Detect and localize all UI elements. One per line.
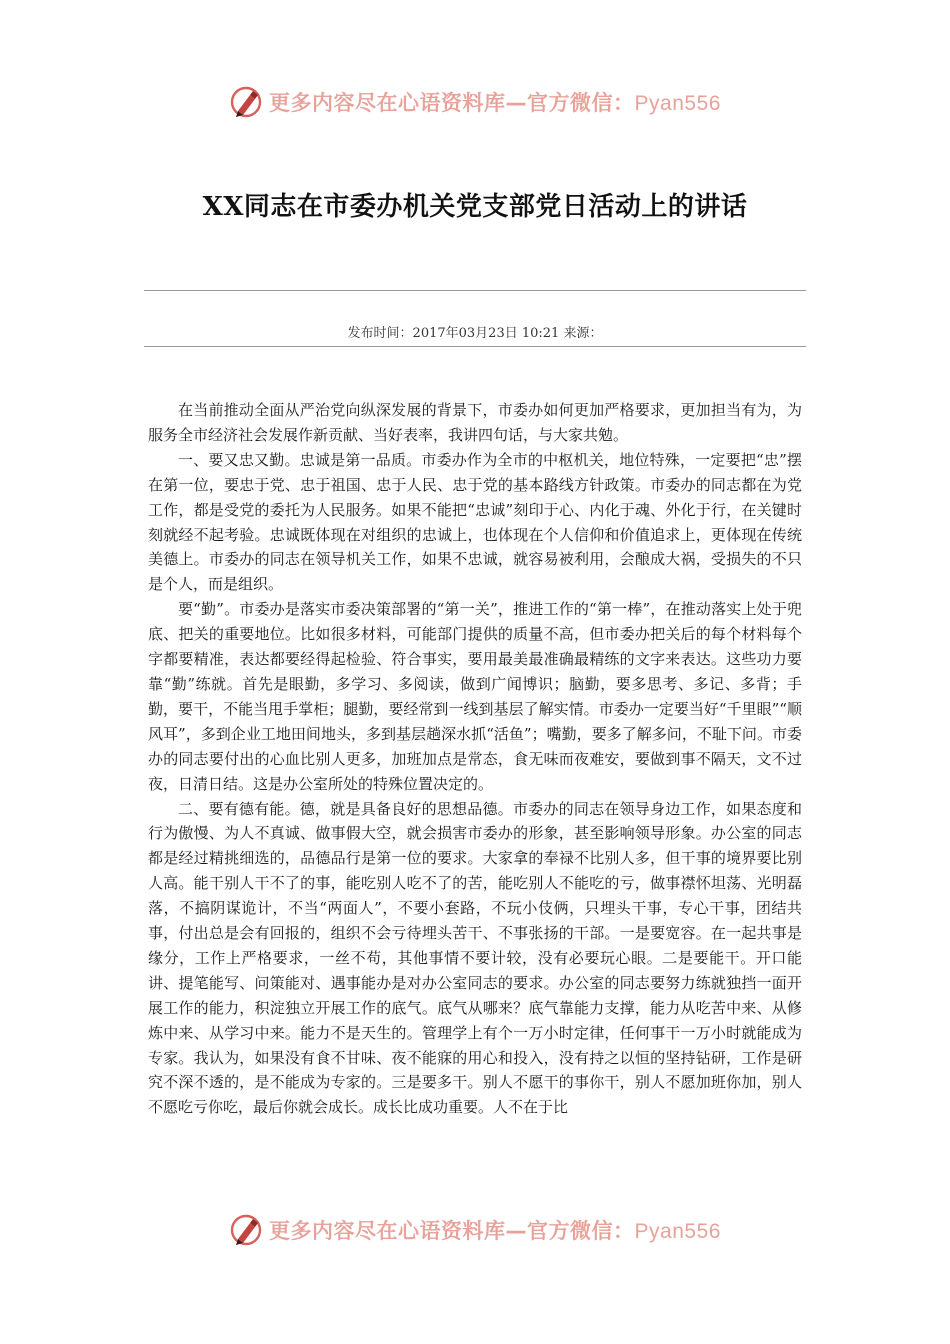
watermark-text bbox=[269, 87, 721, 117]
watermark-wechat-id: Pyan556 bbox=[634, 92, 721, 115]
article-title: XX同志在市委办机关党支部党日活动上的讲话 bbox=[202, 192, 748, 222]
divider-top bbox=[144, 290, 806, 291]
watermark-footer bbox=[0, 1208, 950, 1252]
watermark-group bbox=[229, 1212, 721, 1248]
watermark-text bbox=[269, 1215, 721, 1245]
paragraph-intro: 在当前推动全面从严治党向纵深发展的背景下，市委办如何更加严格要求，更加担当有为，为服务全市经济社会发展作新贡献、当好表率，我讲四句话，与大家共勉。 bbox=[148, 401, 802, 444]
pen-logo-icon bbox=[229, 1212, 265, 1248]
watermark-slogan: 更多内容尽在心语资料库—官方微信： bbox=[269, 91, 635, 115]
watermark-header bbox=[0, 80, 950, 124]
pen-logo-icon bbox=[229, 84, 265, 120]
watermark-wechat-id: Pyan556 bbox=[634, 1220, 721, 1243]
paragraph-virtue-ability: 二、要有德有能。德，就是具备良好的思想品德。市委办的同志在领导身边工作，如果态度和行为傲慢、为人不真诚、做事假大空，就会损害市委办的形象，甚至影响领导形象。办公室的同志都是经过精挑细选的，品德品行是第一位的要求。大家拿的奉禄不比别人多，但干事的境界要比别人高。能干别人干不了的事，能吃别人吃不了的苦，能吃别人不能吃的亏，做事襟怀坦荡、光明磊落，不搞阴谋诡计，不当“两面人”，不要小套路，不玩小伎俩，只埋头干事，专心干事，团结共事，付出总是会有回报的，组织不会亏待埋头苦干、不事张扬的干部。一是要宽容。在一起共事是缘分，工作上严格要求，一丝不苟，其他事情不要计较，没有必要玩心眼。二是要能干。开口能讲、提笔能写、问策能对、遇事能办是对办公室同志的要求。办公室的同志要努力练就独挡一面开展工作的能力，积淀独立开展工作的底气。底气从哪来？底气靠能力支撑，能力从吃苦中来、从修炼中来、从学习中来。能力不是天生的。管理学上有个一万小时定律，任何事干一万小时就能成为专家。我认为，如果没有食不甘味、夜不能寐的用心和投入，没有持之以恒的坚持钻研，工作是研究不深不透的，是不能成为专家的。三是要多干。别人不愿干的事你干，别人不愿加班你加，别人不愿吃亏你吃，最后你就会成长。成长比成功重要。人不在于比 bbox=[148, 799, 802, 1117]
watermark-group bbox=[229, 84, 721, 120]
paragraph-loyalty: 一、要又忠又勤。忠诚是第一品质。市委办作为全市的中枢机关，地位特殊，一定要把“忠”摆在第一位，要忠于党、忠于祖国、忠于人民、忠于党的基本路线方针政策。市委办的同志都在为党工作，都是受党的委托为人民服务。如果不能把“忠诚”刻印于心、内化于魂、外化于行，在关键时刻就经不起考验。忠诚既体现在对组织的忠诚上，也体现在个人信仰和价值追求上，更体现在传统美德上。市委办的同志在领导机关工作，如果不忠诚，就容易被利用，会酿成大祸，受损失的不只是个人，而是组织。 bbox=[148, 450, 802, 594]
divider-bottom bbox=[144, 346, 806, 347]
publish-meta: 发布时间：2017年03月23日 10:21 来源： bbox=[347, 326, 603, 341]
article-body bbox=[148, 398, 802, 1174]
paragraph-diligence: 要“勤”。市委办是落实市委决策部署的“第一关”，推进工作的“第一棒”，在推动落实上处于兜底、把关的重要地位。比如很多材料，可能部门提供的质量不高，但市委办把关后的每个材料每个字都要精准，表达都要经得起检验、符合事实，要用最美最准确最精练的文字来表达。这些功力要靠“勤”练就。首先是眼勤，多学习、多阅读，做到广闻博识；脑勤，要多思考、多记、多背；手勤，要干，不能当甩手掌柜；腿勤，要经常到一线到基层了解实情。市委办一定要当好“千里眼”“顺风耳”，多到企业工地田间地头，多到基层趟深水抓“活鱼”；嘴勤，要多了解多问，不耻下问。市委办的同志要付出的心血比别人更多，加班加点是常态，食无味而夜难安，要做到事不隔天，文不过夜，日清日结。这是办公室所处的特殊位置决定的。 bbox=[148, 600, 802, 793]
watermark-slogan: 更多内容尽在心语资料库—官方微信： bbox=[269, 1219, 635, 1243]
